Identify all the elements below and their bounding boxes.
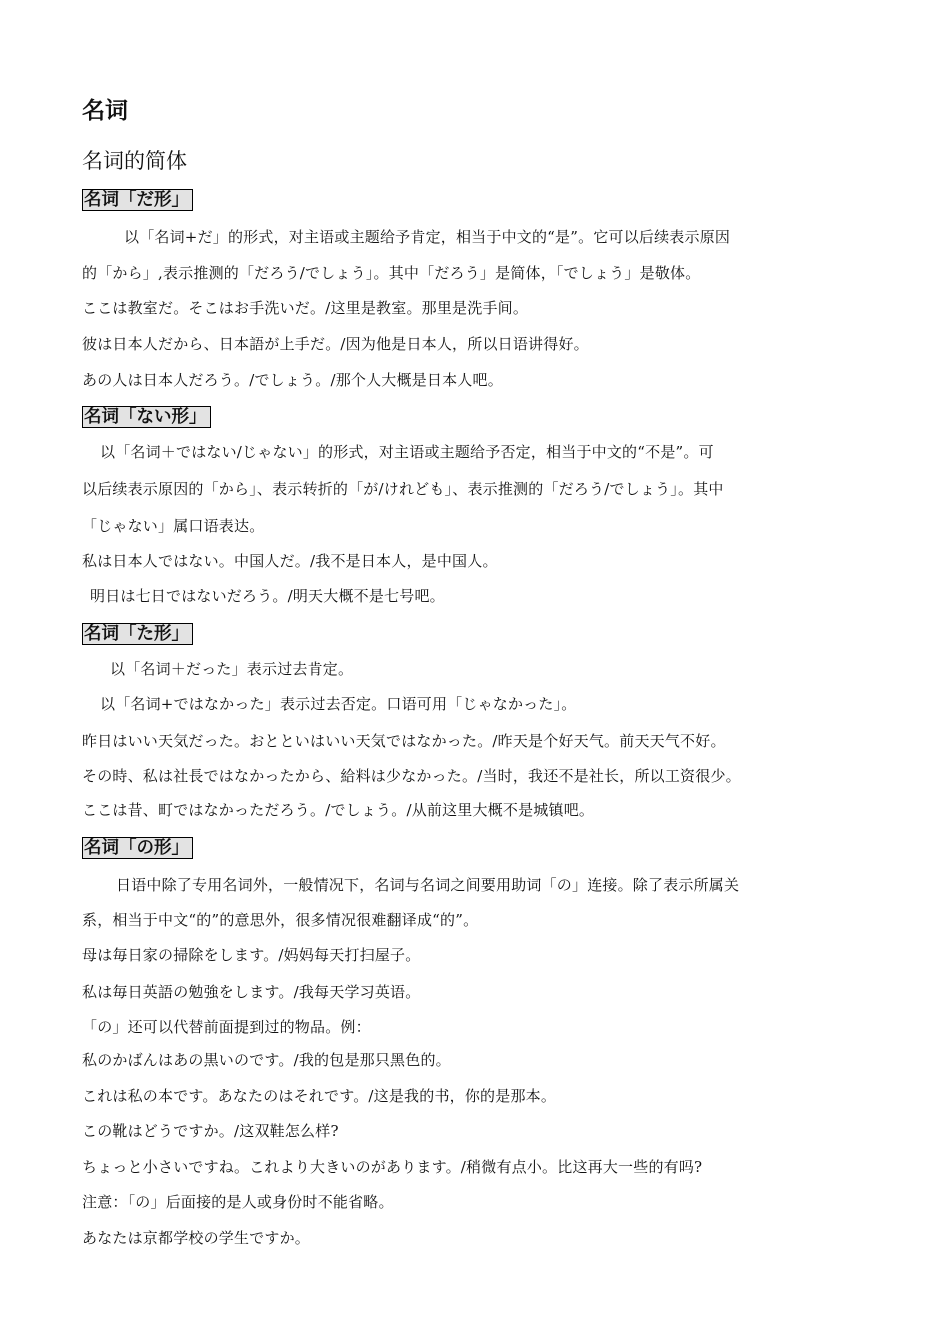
example-line: この靴はどうですか。/这双鞋怎么样? xyxy=(82,1122,339,1140)
paragraph-line: 的「から」,表示推测的「だろう/でしょう」。其中「だろう」是简体，「でしょう」是敬体。 xyxy=(82,264,701,282)
section-header-no: 名词「の形」 xyxy=(82,837,193,859)
note-line: 注意：「の」后面接的是人或身份时不能省略。 xyxy=(82,1193,394,1211)
example-line: 昨日はいい天気だった。おとといはいい天気ではなかった。/昨天是个好天气。前天天气不好。 xyxy=(82,732,726,750)
example-line: ちょっと小さいですね。これより大きいのがあります。/稍微有点小。比这再大一些的有吗? xyxy=(82,1158,703,1176)
example-line: 私は毎日英語の勉強をします。/我每天学习英语。 xyxy=(82,983,421,1001)
paragraph-line: 以后续表示原因的「から」、表示转折的「が/けれども」、表示推测的「だろう/でしょう」。其中 xyxy=(82,480,724,498)
example-line: 彼は日本人だから、日本語が上手だ。/因为他是日本人，所以日语讲得好。 xyxy=(82,335,589,353)
example-line: 私は日本人ではない。中国人だ。/我不是日本人，是中国人。 xyxy=(82,552,498,570)
section-header-da: 名词「だ形」 xyxy=(82,189,193,211)
paragraph-line: 以「名词+ではなかった」表示过去否定。口语可用「じゃなかった」。 xyxy=(100,695,577,713)
page-subtitle: 名词的简体 xyxy=(82,149,187,173)
section-header-ta: 名词「た形」 xyxy=(82,623,193,645)
paragraph-line: 「の」还可以代替前面提到过的物品。例： xyxy=(82,1018,371,1036)
example-line: 明日は七日ではないだろう。/明天大概不是七号吧。 xyxy=(90,587,445,605)
example-line: 私のかばんはあの黒いのです。/我的包是那只黑色的。 xyxy=(82,1051,451,1069)
example-line: あなたは京都学校の学生ですか。 xyxy=(82,1229,311,1247)
example-line: その時、私は社長ではなかったから、給料は少なかった。/当时，我还不是社长，所以工资很少。 xyxy=(82,767,741,785)
paragraph-line: 以「名词＋ではない/じゃない」的形式，对主语或主题给予否定，相当于中文的“不是”。可 xyxy=(100,443,714,461)
example-line: ここは教室だ。そこはお手洗いだ。/这里是教室。那里是洗手间。 xyxy=(82,299,529,317)
example-line: ここは昔、町ではなかっただろう。/でしょう。/从前这里大概不是城镇吧。 xyxy=(82,801,595,819)
paragraph-line: 系，相当于中文“的”的意思外，很多情况很难翻译成“的”。 xyxy=(82,911,479,929)
example-line: あの人は日本人だろう。/でしょう。/那个人大概是日本人吧。 xyxy=(82,371,503,389)
paragraph-line: 日语中除了专用名词外，一般情况下，名词与名词之间要用助词「の」连接。除了表示所属关 xyxy=(116,876,740,894)
paragraph-line: 以「名词+だ」的形式，对主语或主题给予肯定，相当于中文的“是”。它可以后续表示原因 xyxy=(124,228,731,246)
example-line: これは私の本です。あなたのはそれです。/这是我的书，你的是那本。 xyxy=(82,1087,557,1105)
section-header-nai: 名词「ない形」 xyxy=(82,406,211,428)
page-title: 名词 xyxy=(82,98,128,124)
paragraph-line: 以「名词＋だった」表示过去肯定。 xyxy=(110,660,354,678)
paragraph-line: 「じゃない」属口语表达。 xyxy=(82,517,265,535)
example-line: 母は毎日家の掃除をします。/妈妈每天打扫屋子。 xyxy=(82,946,421,964)
